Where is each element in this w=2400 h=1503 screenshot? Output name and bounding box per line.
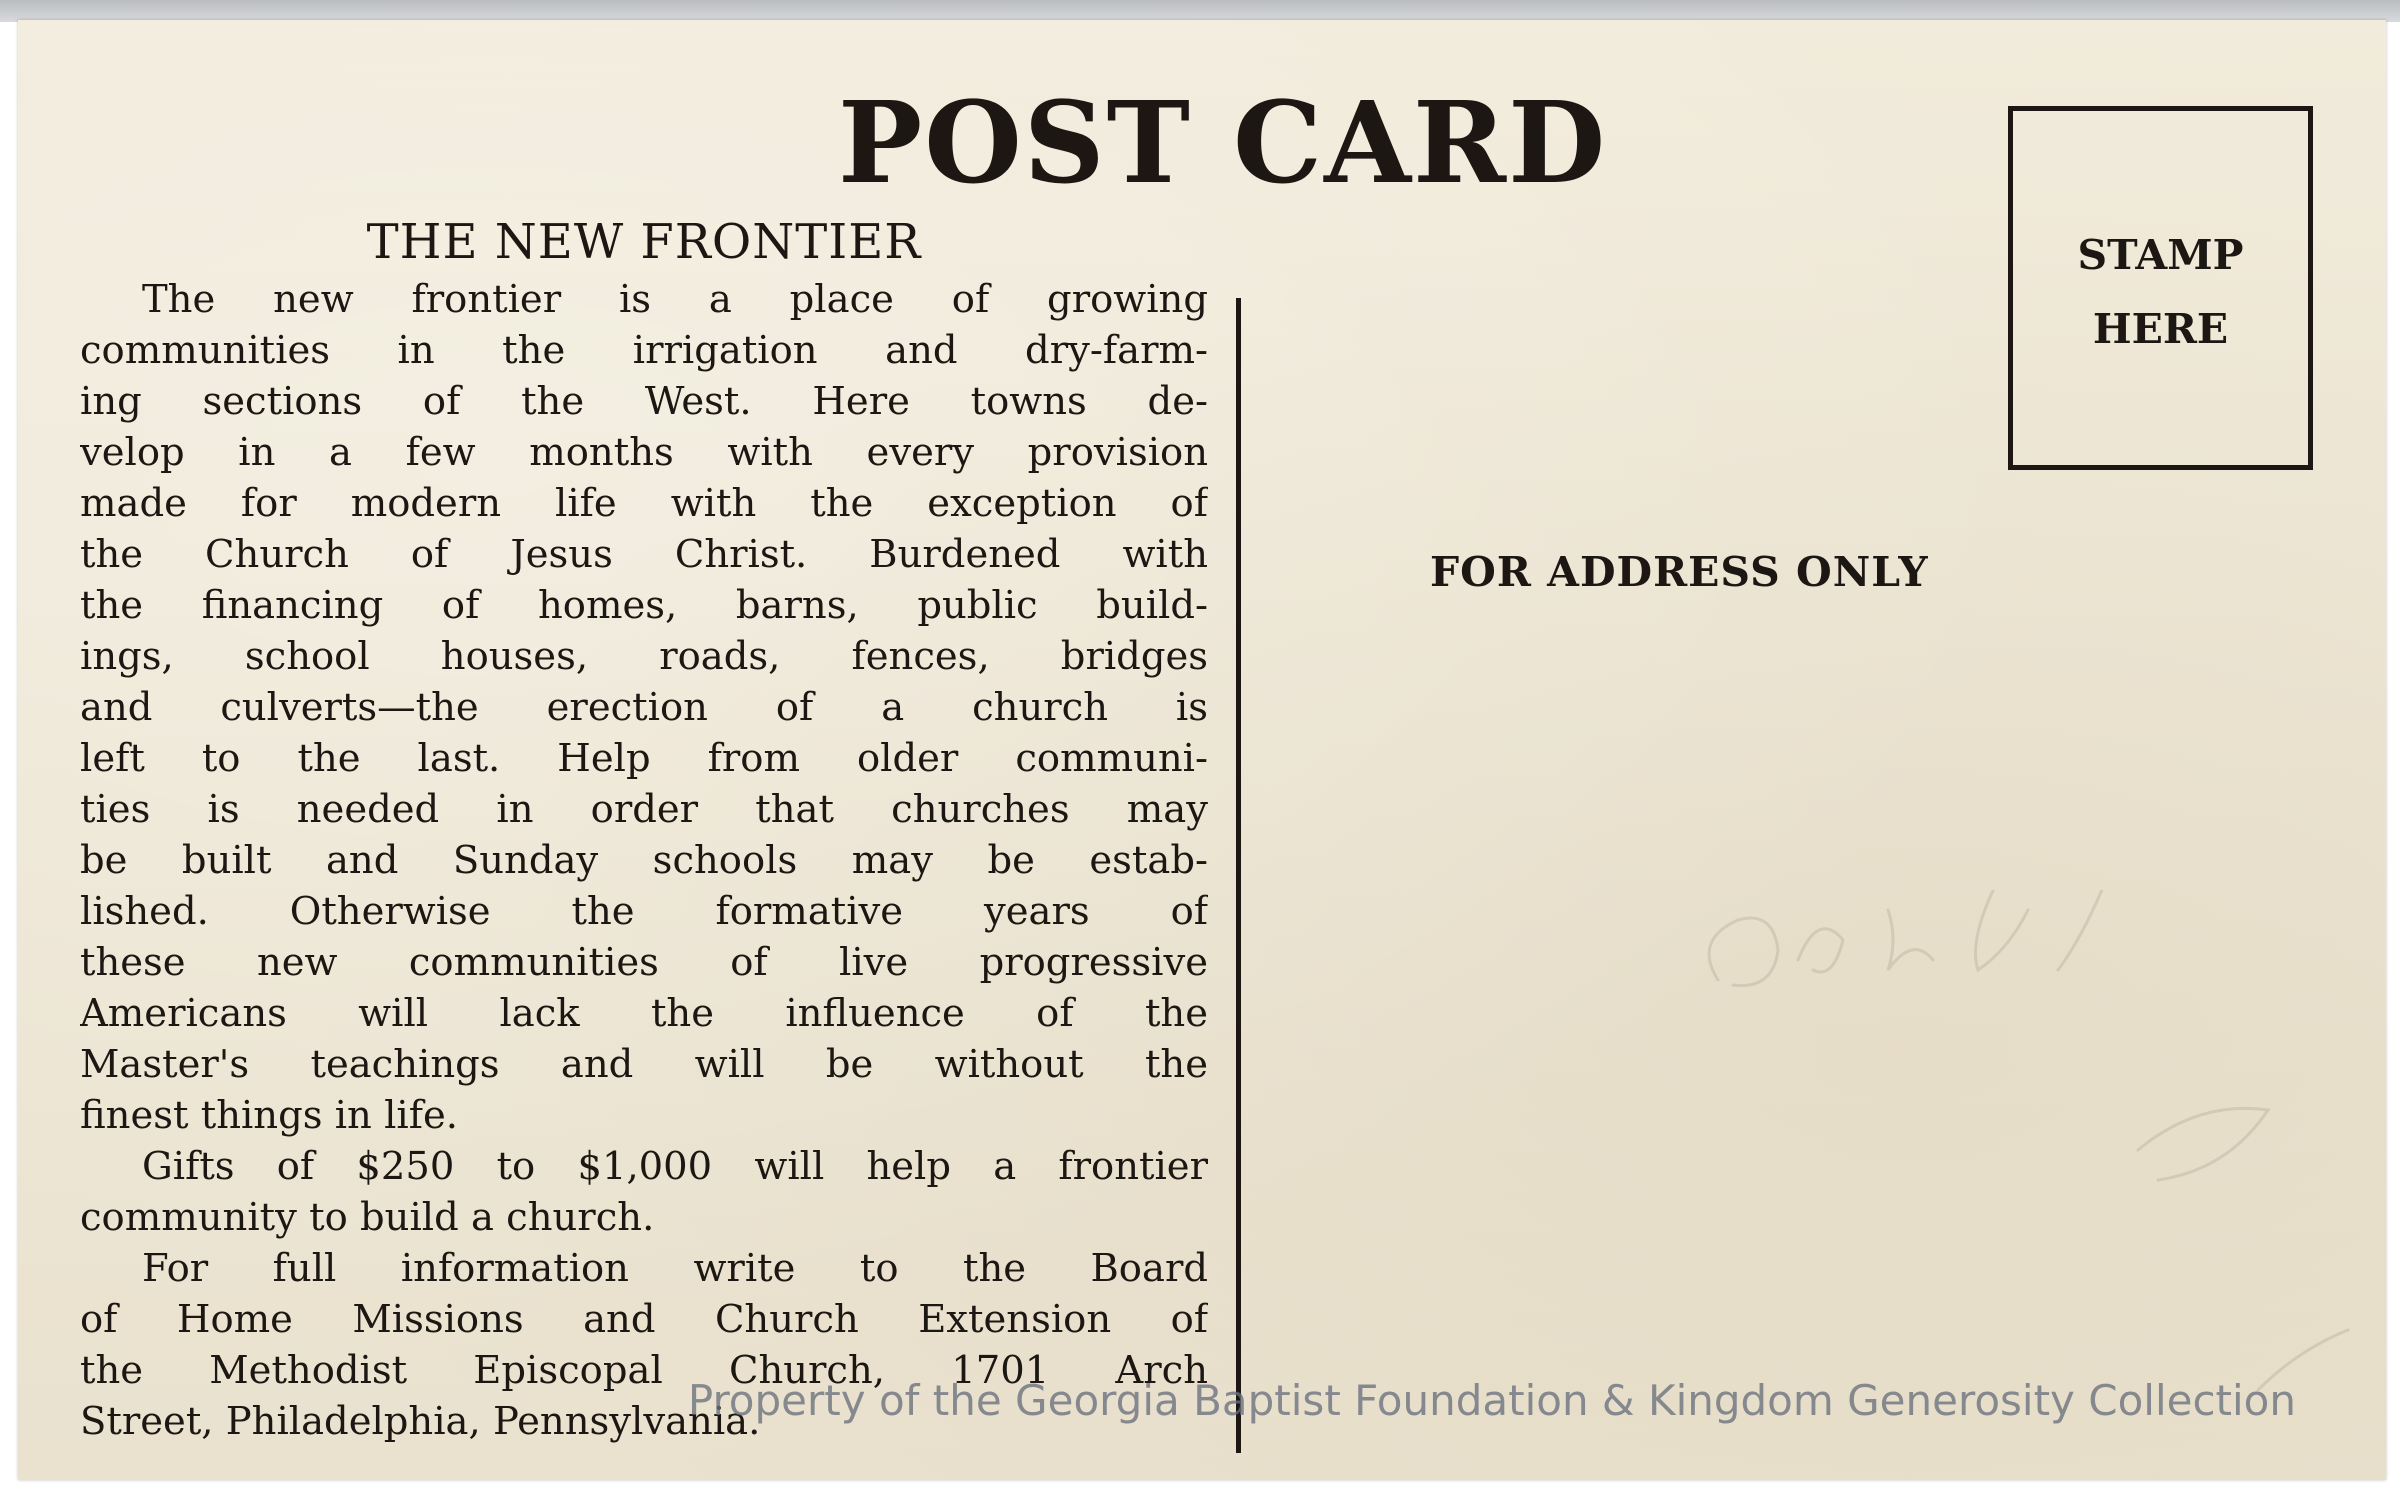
body-line: Americans will lack the influence of the	[80, 991, 1208, 1036]
article-heading: THE NEW FRONTIER	[366, 214, 922, 270]
body-line: community to build a church.	[80, 1195, 655, 1240]
body-line: the Church of Jesus Christ. Burdened with	[80, 532, 1208, 577]
body-line: Master's teachings and will be without the	[80, 1042, 1208, 1087]
body-line: the financing of homes, barns, public build-	[80, 583, 1208, 628]
body-line: and culverts—the erection of a church is	[80, 685, 1208, 730]
body-line: the Methodist Episcopal Church, 1701 Arch	[80, 1348, 1208, 1393]
body-line: velop in a few months with every provision	[80, 430, 1208, 475]
body-line: Street, Philadelphia, Pennsylvania.	[80, 1399, 761, 1444]
postcard	[18, 20, 2386, 1480]
body-line: lished. Otherwise the formative years of	[80, 889, 1208, 934]
postcard-title: POST CARD	[838, 78, 1608, 209]
body-line: communities in the irrigation and dry-farm-	[80, 328, 1208, 373]
stamp-label-line-1: STAMP	[2077, 231, 2244, 279]
article-body	[80, 274, 1208, 1447]
body-line: For full information write to the Board	[142, 1246, 1208, 1291]
body-line: The new frontier is a place of growing	[142, 277, 1208, 322]
card-top-edge	[0, 0, 2400, 22]
stamp-label-line-2: HERE	[2092, 305, 2229, 353]
body-line: made for modern life with the exception of	[80, 481, 1208, 526]
body-line: left to the last. Help from older communi-	[80, 736, 1208, 781]
body-line: finest things in life.	[80, 1093, 458, 1138]
body-line: be built and Sunday schools may be estab-	[80, 838, 1208, 883]
body-line: Gifts of $250 to $1,000 will help a frontier	[142, 1144, 1208, 1189]
body-line: ing sections of the West. Here towns de-	[80, 379, 1208, 424]
body-line: these new communities of live progressive	[80, 940, 1208, 985]
vertical-divider	[1236, 298, 1241, 1453]
body-line: ties is needed in order that churches may	[80, 787, 1208, 832]
body-line: ings, school houses, roads, fences, bridges	[80, 634, 1208, 679]
address-label: FOR ADDRESS ONLY	[1430, 548, 1929, 596]
body-line: of Home Missions and Church Extension of	[80, 1297, 1208, 1342]
stamp-box	[2008, 106, 2313, 470]
watermark-text: Property of the Georgia Baptist Foundation & Kingdom Generosity Collection	[687, 1376, 2296, 1425]
